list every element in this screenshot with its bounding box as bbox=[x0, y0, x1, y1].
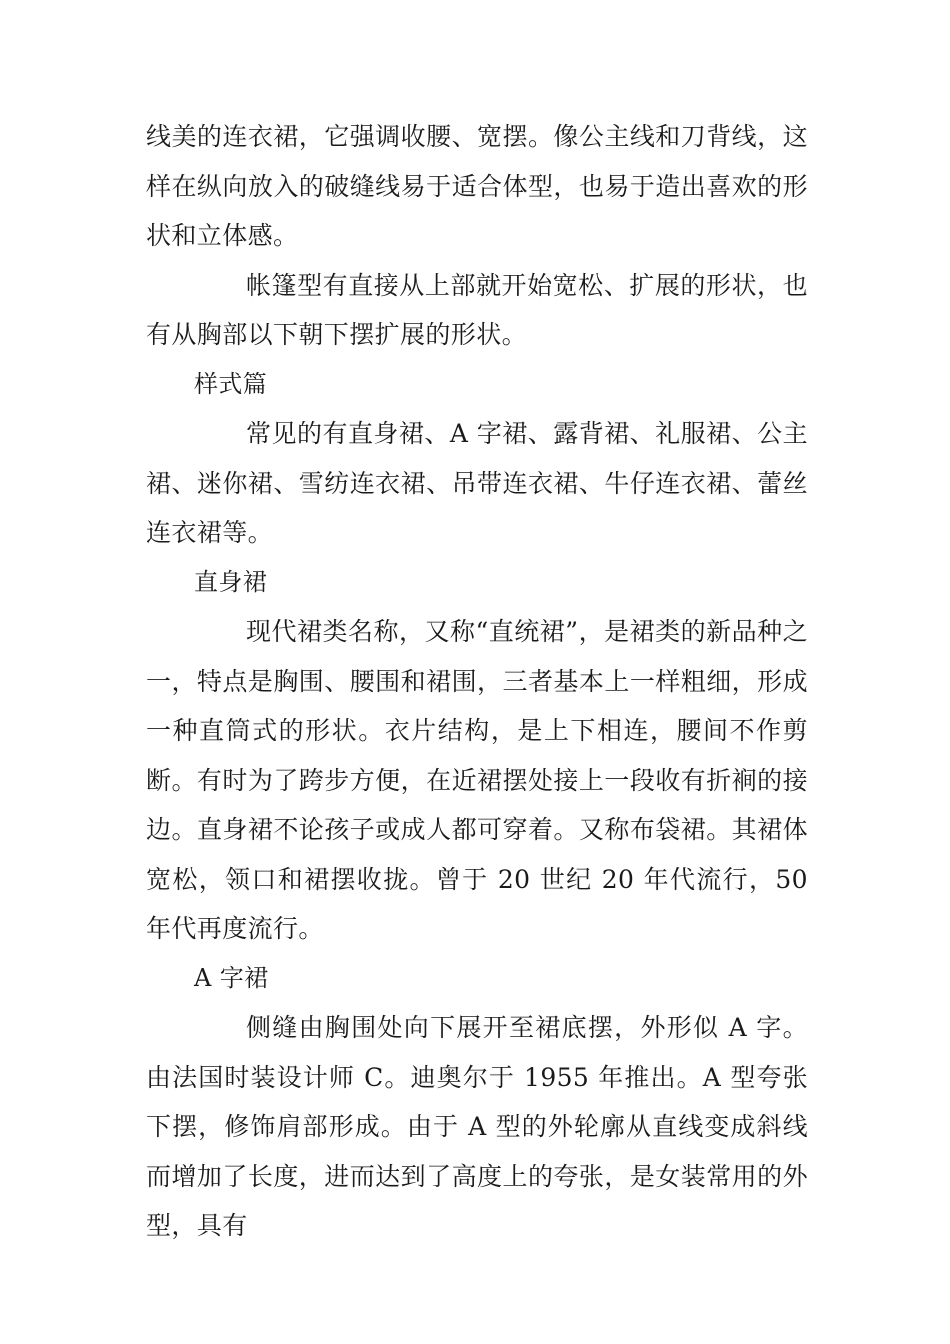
heading-straight-dress: 直身裙 bbox=[194, 567, 268, 596]
paragraph-intro: 线美的连衣裙，它强调收腰、宽摆。像公主线和刀背线，这样在纵向放入的破缝线易于适合体型，也易于造出喜欢的形状和立体感。 bbox=[146, 122, 808, 250]
paragraph-straight-dress: 现代裙类名称，又称“直统裙”，是裙类的新品种之一，特点是胸围、腰围和裙围，三者基本上一样粗细，形成一种直筒式的形状。衣片结构，是上下相连，腰间不作剪断。有时为了跨步方便，在近裙摆处接上一段收有折裥的接边。直身裙不论孩子或成人都可穿着。又称布袋裙。其裙体宽松，领口和裙摆收拢。曾于 20 世纪 20 年代流行，50 年代再度流行。 bbox=[146, 617, 808, 943]
paragraph-common-styles: 常见的有直身裙、A 字裙、露背裙、礼服裙、公主裙、迷你裙、雪纺连衣裙、吊带连衣裙、牛仔连衣裙、蕾丝连衣裙等。 bbox=[146, 419, 808, 547]
heading-a-line-dress: A 字裙 bbox=[194, 963, 269, 992]
document-body bbox=[146, 112, 808, 1251]
heading-styles: 样式篇 bbox=[194, 369, 268, 398]
paragraph-a-line-dress: 侧缝由胸围处向下展开至裙底摆，外形似 A 字。由法国时装设计师 C。迪奥尔于 1955 年推出。A 型夸张下摆，修饰肩部形成。由于 A 型的外轮廓从直线变成斜线而增加了长度，进而达到了高度上的夸张，是女装常用的外型，具有 bbox=[146, 1013, 808, 1240]
paragraph-tent-style: 帐篷型有直接从上部就开始宽松、扩展的形状，也有从胸部以下朝下摆扩展的形状。 bbox=[146, 270, 808, 349]
